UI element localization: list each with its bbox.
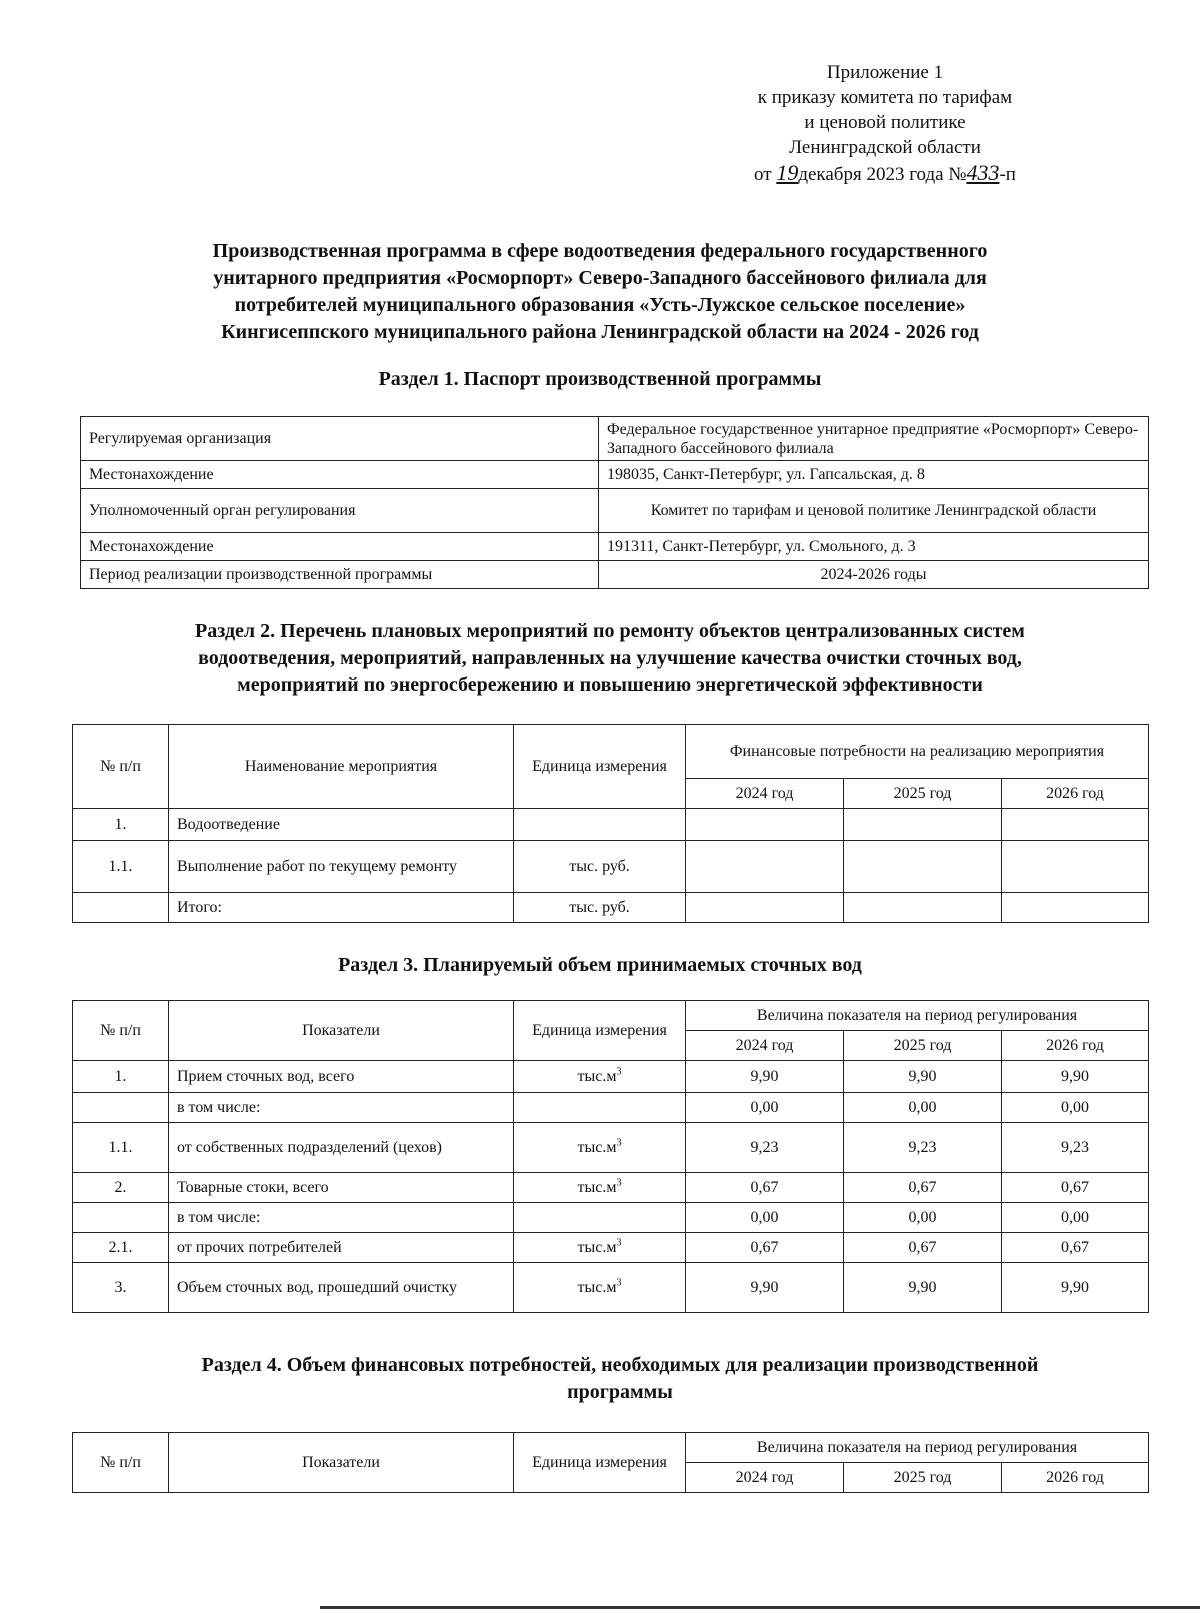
row-num: 2. [73, 1173, 169, 1203]
unit-exponent: 3 [616, 1277, 622, 1289]
order-day: 19 [776, 160, 799, 185]
row-value-2026: 9,90 [1002, 1263, 1149, 1313]
passport-label: Регулируемая организация [81, 417, 599, 461]
passport-label: Период реализации производственной программы [81, 561, 599, 589]
passport-label: Местонахождение [81, 461, 599, 489]
passport-table [80, 416, 1149, 589]
wastewater-volume-table [72, 1000, 1149, 1313]
measures-table [72, 724, 1149, 923]
appendix-line-1: Приложение 1 [826, 62, 944, 83]
volume-table-body [73, 1061, 1149, 1313]
section2-title [70, 618, 1150, 699]
section4-title-line-2: программы [567, 1381, 673, 1403]
row-num: 1. [73, 809, 169, 841]
row-value-2025: 0,00 [844, 1203, 1002, 1233]
title-line-3: потребителей муниципального образования «Усть-Лужское сельское поселение» [234, 294, 966, 316]
passport-row [81, 533, 1149, 561]
appendix-date-line [700, 160, 1070, 187]
passport-label: Местонахождение [81, 533, 599, 561]
row-num [73, 893, 169, 923]
unit-exponent: 3 [616, 1066, 622, 1078]
table-row [73, 893, 1149, 923]
row-value-2026 [1002, 841, 1149, 893]
table-row [73, 809, 1149, 841]
row-value-2025: 9,23 [844, 1123, 1002, 1173]
table-row [73, 1173, 1149, 1203]
measures-header-row [73, 725, 1149, 779]
unit-text: тыс.м [577, 1068, 617, 1085]
section3-title: Раздел 3. Планируемый объем принимаемых сточных вод [338, 954, 862, 976]
row-unit: тыс. руб. [514, 893, 686, 923]
table-row [73, 1233, 1149, 1263]
col-header-2024: 2024 год [686, 1031, 844, 1061]
row-value-2024 [686, 841, 844, 893]
col-header-2024: 2024 год [686, 779, 844, 809]
col-header-2026: 2026 год [1002, 1031, 1149, 1061]
unit-text: тыс.м [577, 1179, 617, 1196]
volume-header-row [73, 1001, 1149, 1031]
row-value-2026: 9,90 [1002, 1061, 1149, 1093]
passport-row [81, 461, 1149, 489]
unit-text: тыс.м [577, 1279, 617, 1296]
row-value-2024 [686, 809, 844, 841]
col-header-finance: Финансовые потребности на реализацию мероприятия [686, 725, 1149, 779]
row-value-2026 [1002, 893, 1149, 923]
section2-title-line-1: Раздел 2. Перечень плановых мероприятий по ремонту объектов централизованных систем [195, 620, 1025, 642]
table-row [73, 1263, 1149, 1313]
section4-title-line-1: Раздел 4. Объем финансовых потребностей, необходимых для реализации производственной [201, 1354, 1039, 1376]
row-name: Прием сточных вод, всего [169, 1061, 514, 1093]
col-header-unit: Единица измерения [514, 725, 686, 809]
section2-title-line-2: водоотведения, мероприятий, направленных на улучшение качества очистки сточных вод, [198, 647, 1022, 669]
row-name: в том числе: [169, 1093, 514, 1123]
row-value-2026: 0,67 [1002, 1173, 1149, 1203]
title-line-2: унитарного предприятия «Росморпорт» Северо-Западного бассейнового филиала для [213, 267, 987, 289]
row-value-2025 [844, 809, 1002, 841]
row-unit [514, 1061, 686, 1093]
col-header-2025: 2025 год [844, 779, 1002, 809]
document-title [100, 238, 1100, 346]
row-value-2025: 9,90 [844, 1263, 1002, 1313]
row-value-2024: 9,23 [686, 1123, 844, 1173]
row-value-2024: 0,00 [686, 1203, 844, 1233]
row-value-2026: 0,00 [1002, 1093, 1149, 1123]
row-value-2024: 0,67 [686, 1233, 844, 1263]
col-header-unit: Единица измерения [514, 1001, 686, 1061]
passport-row [81, 417, 1149, 461]
row-value-2024 [686, 893, 844, 923]
row-name: от собственных подразделений (цехов) [169, 1123, 514, 1173]
col-header-period: Величина показателя на период регулирования [686, 1433, 1149, 1463]
unit-text: тыс.м [577, 1239, 617, 1256]
col-header-name: Показатели [169, 1433, 514, 1493]
order-suffix: -п [999, 164, 1016, 185]
row-unit [514, 1173, 686, 1203]
col-header-2026: 2026 год [1002, 779, 1149, 809]
row-value-2025: 0,00 [844, 1093, 1002, 1123]
finance-header-row [73, 1433, 1149, 1463]
row-value-2026: 0,67 [1002, 1233, 1149, 1263]
row-num [73, 1203, 169, 1233]
unit-exponent: 3 [616, 1237, 622, 1249]
appendix-line-4: Ленинградской области [789, 137, 981, 158]
passport-row [81, 561, 1149, 589]
row-value-2026: 9,23 [1002, 1123, 1149, 1173]
row-name: Водоотведение [169, 809, 514, 841]
row-value-2025: 0,67 [844, 1173, 1002, 1203]
row-num: 3. [73, 1263, 169, 1313]
passport-label: Уполномоченный орган регулирования [81, 489, 599, 533]
col-header-period: Величина показателя на период регулирования [686, 1001, 1149, 1031]
row-unit [514, 1123, 686, 1173]
row-value-2024: 9,90 [686, 1263, 844, 1313]
unit-text: тыс.м [577, 1139, 617, 1156]
row-value-2026 [1002, 809, 1149, 841]
row-unit [514, 1233, 686, 1263]
passport-value: 191311, Санкт-Петербург, ул. Смольного, д. 3 [599, 533, 1149, 561]
row-num: 1. [73, 1061, 169, 1093]
unit-exponent: 3 [616, 1137, 622, 1149]
section2-title-line-3: мероприятий по энергосбережению и повышению энергетической эффективности [237, 674, 983, 696]
section1-title: Раздел 1. Паспорт производственной программы [378, 368, 822, 390]
col-header-2024: 2024 год [686, 1463, 844, 1493]
row-unit [514, 1093, 686, 1123]
col-header-name: Показатели [169, 1001, 514, 1061]
row-unit: тыс. руб. [514, 841, 686, 893]
appendix-header [700, 60, 1070, 187]
col-header-num: № п/п [73, 1001, 169, 1061]
passport-value: Федеральное государственное унитарное предприятие «Росморпорт» Северо-Западного бассейнового филиала [599, 417, 1149, 461]
row-name: Объем сточных вод, прошедший очистку [169, 1263, 514, 1313]
row-value-2025 [844, 893, 1002, 923]
row-name: Товарные стоки, всего [169, 1173, 514, 1203]
row-value-2024: 0,00 [686, 1093, 844, 1123]
row-value-2024: 9,90 [686, 1061, 844, 1093]
title-line-1: Производственная программа в сфере водоотведения федерального государственного [212, 240, 988, 262]
col-header-2025: 2025 год [844, 1031, 1002, 1061]
col-header-num: № п/п [73, 725, 169, 809]
row-num: 1.1. [73, 841, 169, 893]
row-value-2025 [844, 841, 1002, 893]
row-value-2026: 0,00 [1002, 1203, 1149, 1233]
row-value-2024: 0,67 [686, 1173, 844, 1203]
col-header-unit: Единица измерения [514, 1433, 686, 1493]
row-num [73, 1093, 169, 1123]
table-row [73, 1093, 1149, 1123]
table-row [73, 1061, 1149, 1093]
page-bottom-rule [320, 1606, 1200, 1609]
table-row [73, 841, 1149, 893]
passport-value: 198035, Санкт-Петербург, ул. Гапсальская, д. 8 [599, 461, 1149, 489]
row-unit [514, 1203, 686, 1233]
row-unit [514, 1263, 686, 1313]
passport-value: Комитет по тарифам и ценовой политике Ленинградской области [599, 489, 1149, 533]
table-row [73, 1203, 1149, 1233]
row-value-2025: 9,90 [844, 1061, 1002, 1093]
row-name: в том числе: [169, 1203, 514, 1233]
row-name: Итого: [169, 893, 514, 923]
appendix-line-2: к приказу комитета по тарифам [757, 87, 1013, 108]
passport-value: 2024-2026 годы [599, 561, 1149, 589]
finance-needs-table [72, 1432, 1149, 1493]
order-number: 433 [966, 160, 1000, 185]
row-value-2025: 0,67 [844, 1233, 1002, 1263]
passport-row [81, 489, 1149, 533]
title-line-4: Кингисеппского муниципального района Ленинградской области на 2024 - 2026 год [221, 321, 979, 343]
row-num: 1.1. [73, 1123, 169, 1173]
col-header-2025: 2025 год [844, 1463, 1002, 1493]
row-unit [514, 809, 686, 841]
date-prefix: от [754, 164, 772, 185]
col-header-num: № п/п [73, 1433, 169, 1493]
date-middle: декабря 2023 года № [798, 164, 967, 185]
section4-title [80, 1352, 1160, 1406]
col-header-2026: 2026 год [1002, 1463, 1149, 1493]
unit-exponent: 3 [616, 1177, 622, 1189]
row-num: 2.1. [73, 1233, 169, 1263]
table-row [73, 1123, 1149, 1173]
col-header-name: Наименование мероприятия [169, 725, 514, 809]
row-name: Выполнение работ по текущему ремонту [169, 841, 514, 893]
row-name: от прочих потребителей [169, 1233, 514, 1263]
appendix-line-3: и ценовой политике [804, 112, 966, 133]
